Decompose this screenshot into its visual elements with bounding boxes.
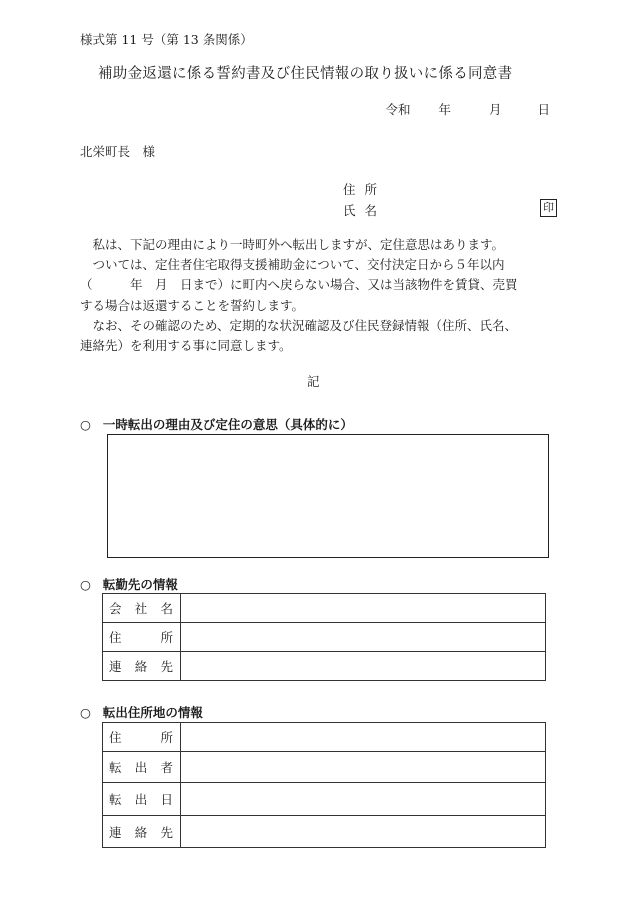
body-line: （ 年 月 日まで）に町内へ戻らない場合、又は当該物件を賃貸、売買: [80, 277, 518, 293]
reason-input-box[interactable]: [107, 434, 549, 558]
section-employer-title: 転勤先の情報: [102, 577, 178, 592]
company-name-field[interactable]: [181, 594, 546, 623]
addressee: 北栄町長 様: [80, 144, 156, 159]
applicant-name-label: 氏名: [343, 203, 387, 218]
row-label: 会 社 名: [103, 594, 181, 623]
row-label: 転 出 日: [103, 783, 181, 816]
table-row: [103, 594, 546, 623]
circle-bullet-icon: ○: [80, 417, 91, 432]
company-address-field[interactable]: [181, 623, 546, 652]
section-destination-heading: [80, 703, 203, 721]
circle-bullet-icon: ○: [80, 705, 91, 720]
section-employer-heading: [80, 575, 178, 593]
section-destination-title: 転出住所地の情報: [102, 705, 203, 720]
row-label: 住 所: [103, 623, 181, 652]
destination-contact-field[interactable]: [181, 816, 546, 848]
destination-table: [102, 722, 546, 848]
seal-mark: 印: [540, 199, 557, 217]
table-row: [103, 752, 546, 783]
employer-table: [102, 593, 546, 681]
section-reason-heading: [80, 415, 353, 433]
form-number: 様式第 11 号（第 13 条関係）: [80, 32, 253, 47]
document-title: 補助金返還に係る誓約書及び住民情報の取り扱いに係る同意書: [98, 66, 513, 82]
row-label: 連 絡 先: [103, 816, 181, 848]
pledge-body: [80, 235, 552, 356]
company-contact-field[interactable]: [181, 652, 546, 681]
movers-field[interactable]: [181, 752, 546, 783]
section-reason-title: 一時転出の理由及び定住の意思（具体的に）: [102, 417, 353, 432]
body-line: 連絡先）を利用する事に同意します。: [80, 338, 292, 354]
body-line: する場合は返還することを誓約します。: [80, 297, 305, 313]
table-row: [103, 723, 546, 752]
date-year: 年: [438, 102, 451, 117]
applicant-address-label: 住所: [343, 182, 387, 197]
body-line: 私は、下記の理由により一時町外へ転出しますが、定住意思はあります。: [80, 237, 505, 252]
body-line: なお、その確認のため、定期的な状況確認及び住民登録情報（住所、氏名、: [80, 317, 518, 333]
body-line: ついては、定住者住宅取得支援補助金について、交付決定日から５年以内: [80, 257, 505, 273]
row-label: 転 出 者: [103, 752, 181, 783]
date-era: 令和: [385, 102, 411, 117]
table-row: [103, 816, 546, 848]
destination-address-field[interactable]: [181, 723, 546, 752]
date-day: 日: [537, 102, 550, 117]
table-row: [103, 623, 546, 652]
table-row: [103, 783, 546, 816]
row-label: 住 所: [103, 723, 181, 752]
date-month: 月: [488, 102, 502, 117]
table-row: [103, 652, 546, 681]
circle-bullet-icon: ○: [80, 577, 91, 592]
row-label: 連 絡 先: [103, 652, 181, 681]
move-date-field[interactable]: [181, 783, 546, 816]
date-line: [385, 100, 550, 118]
ki-heading: 記: [307, 374, 320, 389]
